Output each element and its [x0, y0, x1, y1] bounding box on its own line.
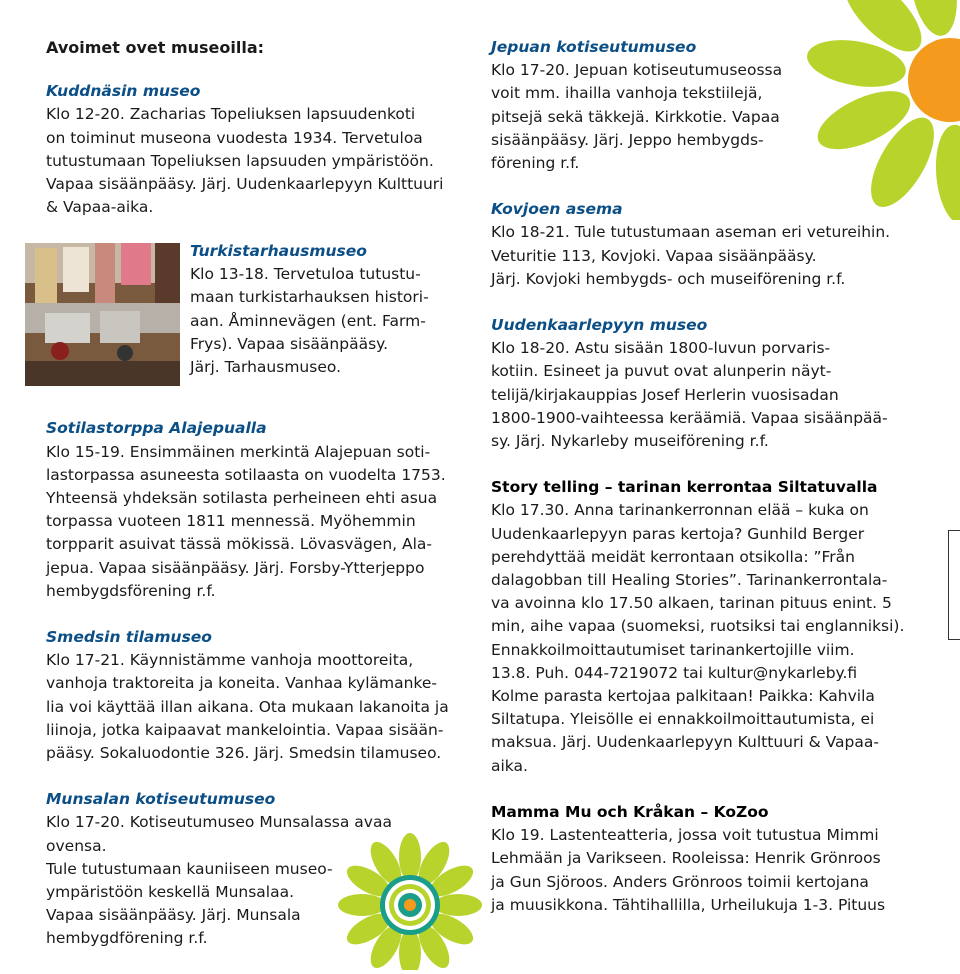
section-title: Uudenkaarlepyyn museo [491, 316, 708, 335]
section-smedsin [46, 626, 471, 765]
section-body: Klo 13-18. Tervetuloa tutustu- maan turkistarhauksen histori- aan. Åminnevägen (ent. Farm- Frys). Vapaa sisäänpääsy. Järj. Tarhausmuseo. [190, 265, 429, 377]
section-title: Smedsin tilamuseo [46, 628, 212, 647]
section-jepua [491, 36, 791, 175]
section-body: Klo 18-20. Astu sisään 1800-luvun porvaris- kotiin. Esineet ja puvut ovat alunperin näyt- telijä/kirjakauppias Josef Herlerin vuosisadan 1800-1900-vaihteessa keräämiä. Vapaa sisäänpää- sy. Järj. Nykarleby museiförening r.f. [491, 339, 888, 451]
section-body: Klo 17-20. Jepuan kotiseutumuseossa voit mm. ihailla vanhoja tekstiilejä, pitsejä sekä täkkejä. Kirkkotie. Vapaa sisäänpääsy. Järj. Jeppo hembygds- förening r.f. [491, 61, 783, 173]
section-title: Sotilastorppa Alajepualla [46, 419, 267, 438]
section-turkistarhausmuseo [190, 240, 470, 379]
section-title: Kuddnäsin museo [46, 82, 201, 101]
section-title: Mamma Mu och Kråkan – KoZoo [491, 802, 769, 821]
section-sotilastorppa [46, 417, 471, 603]
section-uudenkaarlepyy [491, 314, 921, 453]
section-title: Jepuan kotiseutumuseo [491, 38, 697, 56]
section-body: Klo 12-20. Zacharias Topeliuksen lapsuudenkoti on toiminut museona vuodesta 1934. Tervetuloa tutustumaan Topeliuksen lapsuuden ympäristöön. Vapaa sisäänpääsy. Järj. Uudenkaarlepyyn Kulttuuri & Vapaa-aika. [46, 105, 444, 217]
section-body: Klo 17-20. Kotiseutumuseo Munsalassa avaa ovensa. Tule tutustumaan kauniiseen museo- ympäristöön keskellä Munsalaa. Vapaa sisäänpääsy. Järj. Munsala hembygdförening r.f. [46, 813, 392, 948]
museum-photo [25, 243, 180, 386]
section-body: Klo 19. Lastenteatteria, jossa voit tutustua Mimmi Lehmään ja Varikseen. Rooleissa: Henrik Grönroos ja Gun Sjöroos. Anders Grönroos toimii kertojana ja muusikkona. Tähtihallilla, Urheilukuja 1-3. Pituus [491, 826, 886, 914]
section-title: Kovjoen asema [491, 200, 623, 219]
right-column [491, 36, 921, 940]
section-body: Klo 17-21. Käynnistämme vanhoja moottoreita, vanhoja traktoreita ja koneita. Vanhaa kylämanke- lia voi käyttää illan aikana. Ota mukaan lakanoita ja liinoja, jotka kaipaavat mankelointia. Vapaa sisään- pääsy. Sokaluodontie 326. Järj. Smedsin tilamuseo. [46, 651, 449, 763]
section-title: Munsalan kotiseutumuseo [46, 790, 276, 809]
left-column [46, 36, 471, 974]
section-munsala [46, 788, 426, 950]
section-kovjoki [491, 198, 921, 291]
page-edge-tab [948, 530, 960, 640]
section-story-telling [491, 476, 921, 778]
section-title: Turkistarhausmuseo [190, 242, 367, 260]
section-title: Story telling – tarinan kerrontaa Siltatuvalla [491, 478, 878, 497]
section-body: Klo 17.30. Anna tarinankerronnan elää – kuka on Uudenkaarlepyyn paras kertoja? Gunhild Berger perehdyttää meidät kerrontaan otsikolla: ”Från dalagobban till Healing Stories”. Tarinankerrontala- va avoinna klo 17.50 alkaen, tarinan pituus enint. 5 min, aihe vapaa (suomeksi, ruotsiksi tai englanniksi). Ennakkoilmoittautumiset tarinankertojille viim. 13.8. Puh. 044-7219072 tai kultur@nykarleby.fi Kolme parasta kertojaa palkitaan! Paikka: Kahvila Siltatupa. Yleisölle ei ennakkoilmoittautumista, ei maksua. Järj. Uudenkaarlepyyn Kulttuuri & Vapaa- aika. [491, 501, 905, 775]
section-body: Klo 15-19. Ensimmäinen merkintä Alajepuan soti- lastorpassa asuneesta sotilaasta on vuodelta 1753. Yhteensä yhdeksän sotilasta perheineen ehti asua torpassa vuoteen 1811 mennessä. Myöhemmin torpparit asuivat tässä mökissä. Lövasvägen, Ala- jepua. Vapaa sisäänpääsy. Järj. Forsby-Ytterjeppo hembygdsförening r.f. [46, 442, 446, 600]
section-mamma-mu [491, 801, 921, 917]
section-body: Klo 18-21. Tule tutustumaan aseman eri vetureihin. Veturitie 113, Kovjoki. Vapaa sisäänpääsy. Järj. Kovjoki hembygds- och museiförening r.f. [491, 223, 891, 288]
section-kuddnas [46, 80, 471, 219]
page-heading: Avoimet ovet museoilla: [46, 38, 265, 57]
